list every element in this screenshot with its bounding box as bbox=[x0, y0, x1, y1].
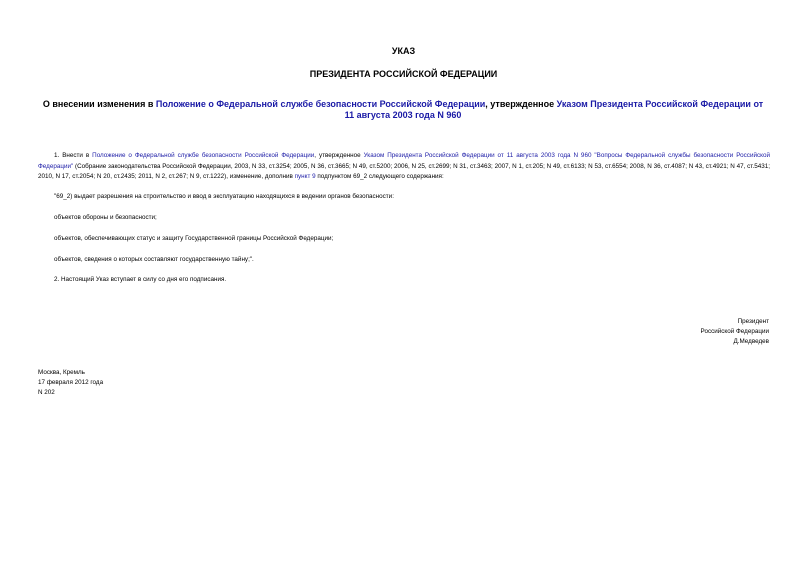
document-subtitle: ПРЕЗИДЕНТА РОССИЙСКОЙ ФЕДЕРАЦИИ bbox=[309, 69, 498, 79]
p1-link-decree[interactable]: Указом Президента Российской Федерации от 11 августа 2003 года N 960 "Вопросы Федеральной службы безопасности Российской Федерации" bbox=[38, 152, 770, 170]
p1-mid2: (Собрание законодательства Российской Федерации, 2003, N 33, ст.3254; 2005, N 36, ст.3665; N 49, ст.5200; 2006, N 25, ст.2699; N 31, ст.3463; 2007, N 1, ст.205; N 49, ст.6133; N 53, ст.6554; 2008, N 36, ст.4087; N 43, ст.4921; N 47, ст.5431; 2010, N 17, ст.2054; N 20, ст.2435; 2011, N 2, ст.267; N 9, ст.1222), изменение, дополнив bbox=[38, 162, 770, 180]
paragraph-5: объектов, сведения о которых составляют государственную тайну;". bbox=[54, 256, 254, 263]
p1-suffix: подпунктом 69_2 следующего содержания: bbox=[315, 173, 444, 180]
paragraph-1 bbox=[38, 151, 770, 183]
document-number: N 202 bbox=[38, 389, 55, 396]
p1-mid1: , утвержденное bbox=[314, 152, 364, 159]
caption-mid: , утвержденное bbox=[485, 99, 557, 109]
paragraph-2: "69_2) выдает разрешения на строительство и ввод в эксплуатацию находящихся в ведении органов безопасности: bbox=[54, 193, 394, 200]
place-date: 17 февраля 2012 года bbox=[38, 379, 104, 386]
signature-country: Российской Федерации bbox=[700, 328, 769, 335]
document-caption bbox=[38, 99, 768, 121]
caption-link-regulation[interactable]: Положение о Федеральной службе безопасности Российской Федерации bbox=[155, 99, 486, 109]
caption-prefix: О внесении изменения в bbox=[42, 99, 156, 109]
paragraph-6: 2. Настоящий Указ вступает в силу со дня его подписания. bbox=[54, 276, 227, 283]
p1-link-regulation[interactable]: Положение о Федеральной службе безопасности Российской Федерации bbox=[92, 152, 315, 159]
signature-name: Д.Медведев bbox=[733, 338, 769, 345]
paragraph-4: объектов, обеспечивающих статус и защиту Государственной границы Российской Федерации; bbox=[54, 235, 334, 242]
place-location: Москва, Кремль bbox=[38, 369, 85, 376]
document-title: УКАЗ bbox=[391, 46, 416, 56]
p1-prefix: 1. Внести в bbox=[54, 152, 93, 159]
signature-position: Президент bbox=[737, 318, 769, 325]
paragraph-3: объектов обороны и безопасности; bbox=[54, 214, 157, 221]
p1-link-point-9[interactable]: пункт 9 bbox=[294, 173, 316, 180]
caption-link-decree[interactable]: Указом Президента Российской Федерации от 11 августа 2003 года N 960 bbox=[344, 99, 764, 120]
